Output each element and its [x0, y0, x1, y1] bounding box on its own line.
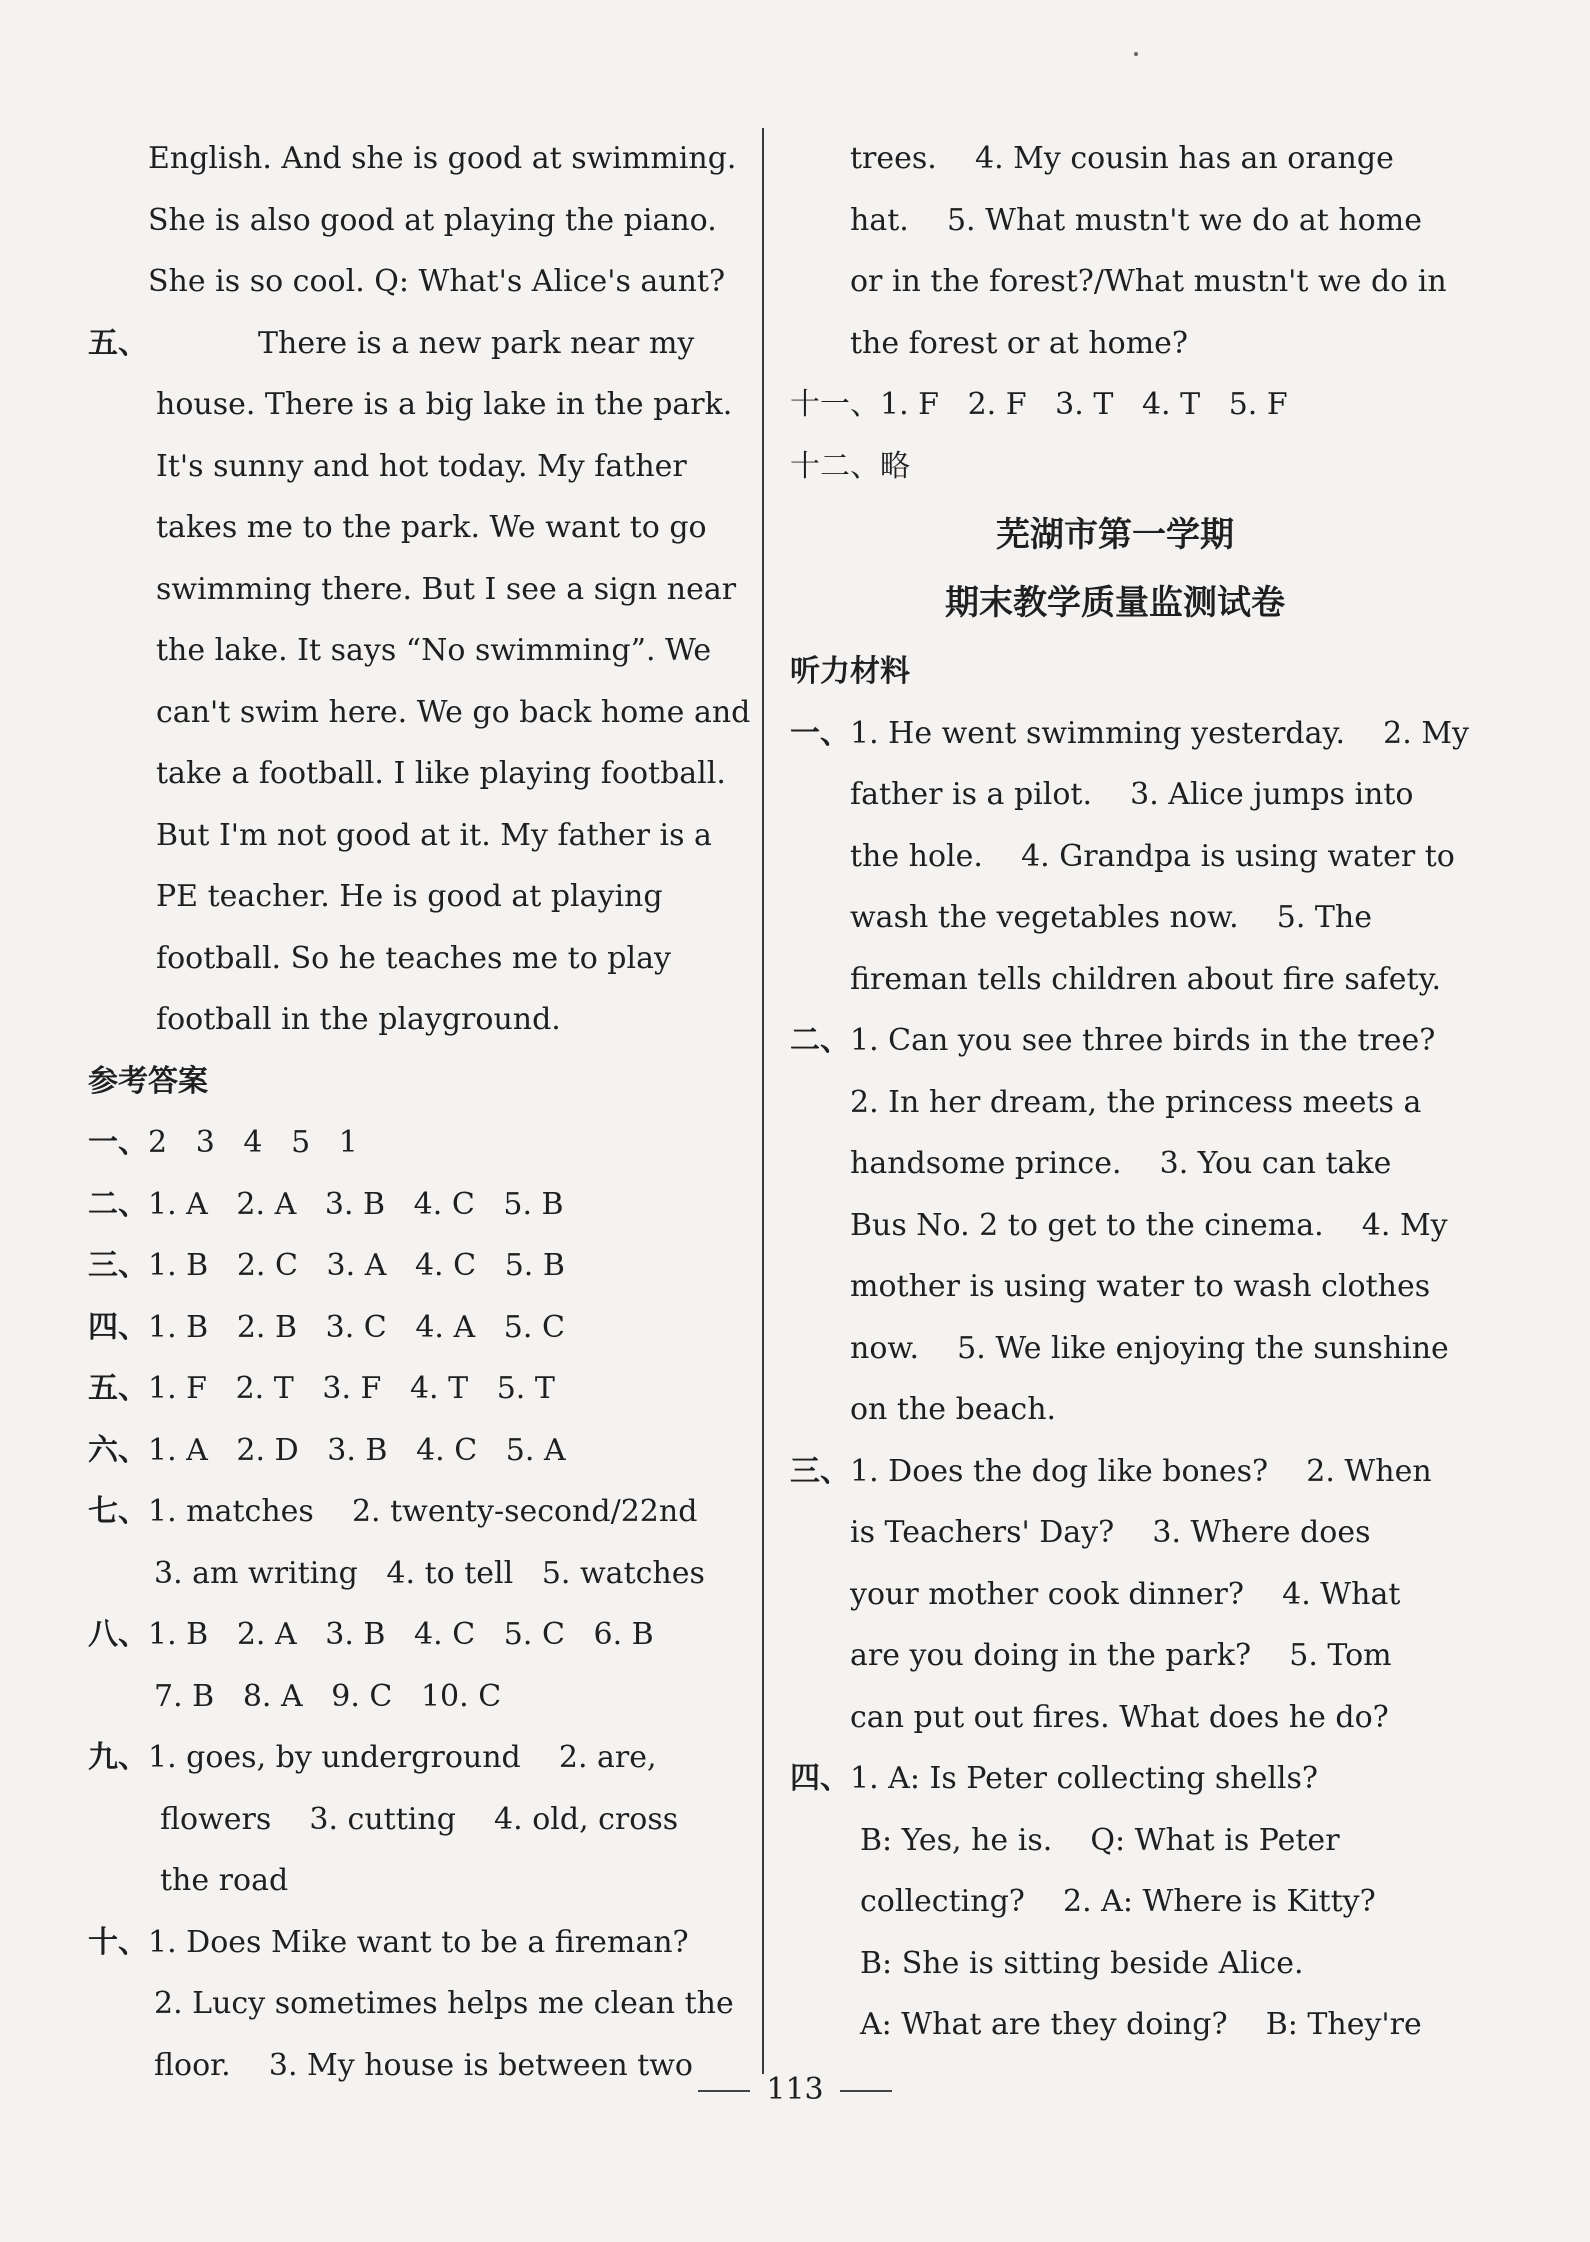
- text-line: Bus No. 2 to get to the cinema. 4. My: [850, 1207, 1448, 1243]
- answer-text: 1. Does the dog like bones? 2. When: [850, 1453, 1432, 1489]
- text-line: mother is using water to wash clothes: [850, 1269, 1431, 1304]
- answer-row: 十一、1. F 2. F 3. T 4. T 5. F: [790, 387, 1288, 422]
- page-number-dash: [840, 2090, 892, 2092]
- answer-row: [88, 1912, 728, 1974]
- answer-text: 2. Lucy sometimes helps me clean the: [154, 1986, 734, 2021]
- text-line: house. There is a big lake in the park.: [156, 387, 733, 422]
- text-line: takes me to the park. We want to go: [156, 510, 707, 545]
- answer-row: [88, 1174, 728, 1236]
- exam-title-line2: 期末教学质量监测试卷: [945, 583, 1285, 623]
- answer-text: flowers 3. cutting 4. old, cross: [160, 1801, 679, 1837]
- section-label: 四、: [88, 1309, 148, 1345]
- section-label: 六、: [88, 1432, 148, 1468]
- answer-text: 1. A 2. A 3. B 4. C 5. B: [148, 1186, 564, 1222]
- answer-row: [88, 1973, 734, 2035]
- answer-row: [88, 1112, 728, 1174]
- answer-row: [88, 1666, 728, 1728]
- answer-text: 1. He went swimming yesterday. 2. My: [850, 715, 1469, 751]
- answer-text: 1. matches 2. twenty-second/22nd: [148, 1494, 698, 1529]
- answer-row: [790, 703, 1469, 765]
- text-line: trees. 4. My cousin has an orange: [850, 141, 1394, 176]
- text-line: It's sunny and hot today. My father: [156, 448, 687, 484]
- page-number-text: 113: [766, 2072, 824, 2107]
- left-column: [88, 128, 751, 2096]
- text-line: swimming there. But I see a sign near: [156, 571, 737, 607]
- text-line: handsome prince. 3. You can take: [850, 1146, 1392, 1181]
- text-line: fireman tells children about fire safety.: [850, 961, 1442, 997]
- answer-row: 十二、略: [790, 448, 910, 484]
- text-line: She is also good at playing the piano.: [148, 202, 717, 238]
- section-label: 三、: [88, 1248, 148, 1283]
- text-line: PE teacher. He is good at playing: [156, 879, 663, 914]
- answer-text: 1. B 2. A 3. B 4. C 5. C 6. B: [148, 1617, 654, 1652]
- text-line: football. So he teaches me to play: [156, 940, 671, 976]
- text-line: She is so cool. Q: What's Alice's aunt?: [148, 264, 726, 299]
- section-label: 二、: [790, 1023, 850, 1058]
- answer-row: [88, 1297, 728, 1359]
- section-label: 十、: [88, 1924, 148, 1960]
- text-line: B: Yes, he is. Q: What is Peter: [860, 1822, 1340, 1858]
- column-divider: [762, 128, 764, 2074]
- text-line: hat. 5. What mustn't we do at home: [850, 202, 1422, 238]
- text-line: football in the playground.: [156, 1002, 561, 1037]
- answer-row: [88, 1727, 728, 1789]
- text-line: are you doing in the park? 5. Tom: [850, 1638, 1392, 1673]
- exam-title-line1: 芜湖市第一学期: [996, 515, 1234, 555]
- text-segment: There is a new park near my: [258, 325, 695, 361]
- text-line: B: She is sitting beside Alice.: [860, 1945, 1304, 1981]
- text-line: A: What are they doing? B: They're: [860, 2007, 1422, 2042]
- text-line: can't swim here. We go back home and: [156, 694, 751, 730]
- answer-text: 1. goes, by underground 2. are,: [148, 1740, 657, 1775]
- answer-text: 1. B 2. C 3. A 4. C 5. B: [148, 1248, 565, 1283]
- text-line: collecting? 2. A: Where is Kitty?: [860, 1884, 1376, 1919]
- answer-text: 2 3 4 5 1: [148, 1125, 358, 1160]
- answer-text: 1. Does Mike want to be a fireman?: [148, 1924, 689, 1960]
- answer-text: 3. am writing 4. to tell 5. watches: [154, 1555, 705, 1591]
- listening-material-heading: 听力材料: [790, 654, 910, 689]
- text-line: father is a pilot. 3. Alice jumps into: [850, 777, 1414, 812]
- section-label: 七、: [88, 1494, 148, 1529]
- section-label: 八、: [88, 1617, 148, 1652]
- answer-text: 7. B 8. A 9. C 10. C: [154, 1678, 502, 1714]
- answer-row: [88, 1850, 728, 1912]
- scan-dot: [1134, 52, 1138, 56]
- section-label: 二、: [88, 1186, 148, 1222]
- text-line: 2. In her dream, the princess meets a: [850, 1084, 1422, 1120]
- answer-row: [790, 1010, 1440, 1072]
- section-label: 五、: [88, 1371, 148, 1406]
- section-label: 一、: [790, 715, 850, 751]
- text-line: [88, 313, 728, 375]
- answer-text: 1. B 2. B 3. C 4. A 5. C: [148, 1309, 565, 1345]
- answer-row: [88, 1604, 728, 1666]
- text-line: can put out fires. What does he do?: [850, 1699, 1389, 1735]
- text-line: take a football. I like playing football.: [156, 756, 726, 791]
- answer-text: the road: [160, 1863, 289, 1898]
- text-line: now. 5. We like enjoying the sunshine: [850, 1330, 1449, 1366]
- answer-text: 1. Can you see three birds in the tree?: [850, 1023, 1436, 1058]
- text-line: the lake. It says “No swimming”. We: [156, 633, 712, 668]
- page-number-dash: [698, 2090, 750, 2092]
- page-number: [0, 2072, 1590, 2107]
- answer-text: 1. A: Is Peter collecting shells?: [850, 1761, 1318, 1796]
- text-line: But I'm not good at it. My father is a: [156, 817, 712, 853]
- text-line: the forest or at home?: [850, 325, 1188, 361]
- answer-row: [88, 1420, 728, 1482]
- text-line: wash the vegetables now. 5. The: [850, 900, 1372, 935]
- answer-row: [790, 1441, 1440, 1503]
- answer-text: 1. F 2. T 3. F 4. T 5. T: [148, 1371, 555, 1406]
- text-line: is Teachers' Day? 3. Where does: [850, 1515, 1371, 1550]
- text-line: your mother cook dinner? 4. What: [850, 1576, 1401, 1612]
- section-label: 三、: [790, 1453, 850, 1489]
- reference-answers-heading: 参考答案: [88, 1063, 208, 1099]
- text-line: on the beach.: [850, 1392, 1057, 1427]
- section-label: 九、: [88, 1740, 148, 1775]
- text-line: English. And she is good at swimming.: [148, 141, 737, 176]
- text-line: or in the forest?/What mustn't we do in: [850, 264, 1447, 299]
- answer-row: [88, 1789, 728, 1851]
- text-line: the hole. 4. Grandpa is using water to: [850, 838, 1455, 874]
- section-label: 一、: [88, 1125, 148, 1160]
- answer-text: 1. A 2. D 3. B 4. C 5. A: [148, 1432, 566, 1468]
- answer-text: floor. 3. My house is between two: [154, 2047, 693, 2083]
- answer-row: [790, 1748, 1440, 1810]
- right-column: [790, 128, 1469, 2056]
- section-label: 五、: [88, 325, 148, 361]
- answer-row: [88, 1543, 728, 1605]
- answer-row: [88, 1481, 728, 1543]
- answer-row: [88, 1235, 728, 1297]
- answer-row: [88, 1358, 728, 1420]
- section-label: 四、: [790, 1761, 850, 1796]
